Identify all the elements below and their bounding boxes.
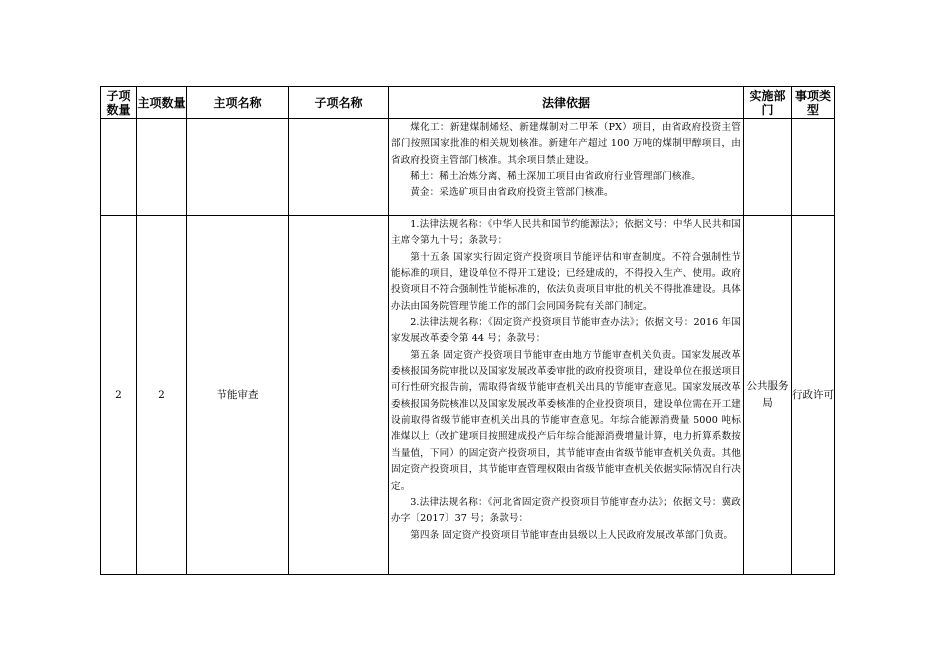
legal-paragraph: 黄金：采选矿项目由省政府投资主管部门核准。 xyxy=(410,187,614,199)
cell-empty xyxy=(187,119,289,216)
legal-paragraph: 第四条 固定资产投资项目节能审查由县级以上人民政府发展改革部门负责。 xyxy=(410,529,734,541)
header-dept: 实施部门 xyxy=(744,87,792,119)
header-main-count: 主项数量 xyxy=(137,87,187,119)
sub-name-cell xyxy=(289,216,389,575)
header-sub-count: 子项数量 xyxy=(101,87,137,119)
legal-paragraph: 2.法律法规名称：《固定资产投资项目节能审查办法》；依据文号：2016 年国家发展改革委令第 44 号；条款号： xyxy=(391,317,741,345)
header-legal-basis: 法律依据 xyxy=(389,87,744,119)
table-row xyxy=(101,119,835,216)
legal-paragraph: 第十五条 国家实行固定资产投资项目节能评估和审查制度。不符合强制性节能标准的项目，建设单位不得开工建设；已经建成的，不得投入生产、使用。政府投资项目不符合强制性节能标准的，依法负责项目审批的机关不得批准建设。具体办法由国务院管理节能工作的部门会同国务院有关部门制定。 xyxy=(391,251,741,312)
type-cell: 行政许可 xyxy=(792,216,835,575)
header-sub-name: 子项名称 xyxy=(289,87,389,119)
legal-basis-cell xyxy=(389,119,744,216)
legal-paragraph: 1.法律法规名称：《中华人民共和国节约能源法》；依据文号：中华人民共和国主席令第九十号；条款号： xyxy=(391,219,741,247)
dept-cell: 公共服务局 xyxy=(744,216,792,575)
header-row xyxy=(101,87,835,119)
legal-paragraph: 3.法律法规名称：《河北省固定资产投资项目节能审查办法》；依据文号：冀政办字〔2017〕37 号；条款号： xyxy=(391,496,741,525)
table-row xyxy=(101,216,835,575)
legal-paragraph: 稀土：稀土冶炼分离、稀土深加工项目由省政府行业管理部门核准。 xyxy=(410,170,701,182)
header-main-name: 主项名称 xyxy=(187,87,289,119)
main-name-cell: 节能审查 xyxy=(187,216,289,575)
main-count-cell: 2 xyxy=(137,216,187,575)
header-type: 事项类型 xyxy=(792,87,835,119)
cell-empty xyxy=(137,119,187,216)
matters-table xyxy=(100,86,835,575)
legal-paragraph: 第五条 固定资产投资项目节能审查由地方节能审查机关负责。国家发展改革委核报国务院审批以及国家发展改革委审批的政府投资项目，建设单位在报送项目可行性研究报告前，需取得省级节能审查机关出具的节能审查意见。国家发展改革委核报国务院核准以及国家发展改革委核准的企业投资项目，建设单位需在开工建设前取得省级节能审查机关出具的节能审查意见。年综合能源消费量 5000 吨标准煤以上（改扩建项目按照建成投产后年综合能源消费增量计算，电力折算系数按当量值，下同）的固定资产投资项目，其节能审查由省级节能审查机关负责。其他固定资产投资项目，其节能审查管理权限由省级节能审查机关依据实际情况自行决定。 xyxy=(391,349,741,492)
cell-empty xyxy=(792,119,835,216)
cell-empty xyxy=(101,119,137,216)
legal-paragraph: 煤化工：新建煤制烯烃、新建煤制对二甲苯（PX）项目，由省政府投资主管部门按照国家批准的相关规划核准。新建年产超过 100 万吨的煤制甲醇项目，由省政府投资主管部门核准。其余项目禁止建设。 xyxy=(391,122,741,166)
sub-count-cell: 2 xyxy=(101,216,137,575)
cell-empty xyxy=(289,119,389,216)
cell-empty xyxy=(744,119,792,216)
legal-basis-cell xyxy=(389,216,744,575)
